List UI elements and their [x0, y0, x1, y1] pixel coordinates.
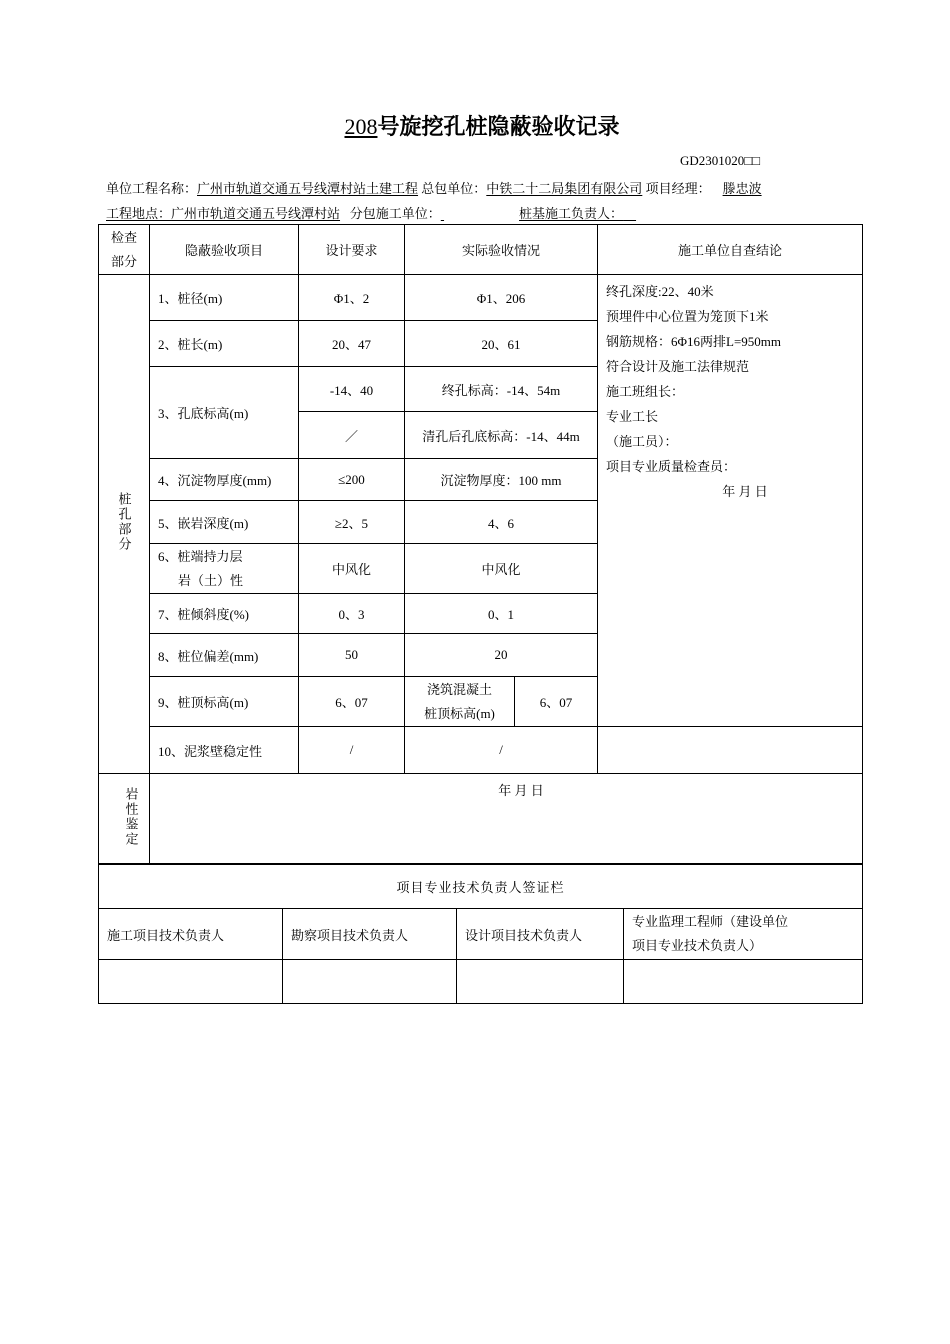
row-actual: 20、61 — [405, 321, 598, 367]
conclusion-line: 符合设计及施工法律规范 — [606, 359, 750, 374]
row-design: 中风化 — [299, 544, 405, 594]
row-actual: 0、1 — [405, 594, 598, 634]
row-actual-label: 浇筑混凝土 桩顶标高(m) — [405, 677, 515, 727]
header-part: 检查部分 — [99, 225, 150, 275]
row-item: 7、桩倾斜度(%) — [150, 594, 299, 634]
row-design: ≤200 — [299, 459, 405, 501]
sign-col-construction: 施工项目技术负责人 — [99, 909, 283, 960]
sign-blank[interactable] — [99, 960, 283, 1004]
row-design: 20、47 — [299, 321, 405, 367]
rock-content — [150, 774, 863, 864]
row-actual: 终孔标高：-14、54m — [405, 367, 598, 412]
row-item: 4、沉淀物厚度(mm) — [150, 459, 299, 501]
header-design: 设计要求 — [299, 225, 405, 275]
row-actual: 20 — [405, 634, 598, 677]
sign-blank[interactable] — [457, 960, 624, 1004]
self-check-conclusion — [598, 275, 863, 727]
unit-value: 广州市轨道交通五号线潭村站土建工程 — [197, 181, 419, 196]
row-actual: 6、07 — [515, 677, 598, 727]
gc-label: 总包单位： — [421, 181, 487, 196]
row-actual: 清孔后孔底标高：-14、44m — [405, 412, 598, 459]
rock-date: 年 月 日 — [498, 783, 544, 798]
row-item: 1、桩径(m) — [150, 275, 299, 321]
conclusion-line: 钢筋规格：6Φ16两排L=950mm — [606, 334, 781, 349]
sign-blank[interactable] — [283, 960, 457, 1004]
doc-code: GD2301020□□ — [680, 153, 760, 168]
empty-cell — [598, 727, 863, 774]
info-line-2 — [106, 203, 636, 222]
conclusion-line: 预埋件中心位置为笼顶下1米 — [606, 309, 769, 324]
sign-col-survey: 勘察项目技术负责人 — [283, 909, 457, 960]
unit-label: 单位工程名称： — [106, 181, 198, 196]
loc-label: 工程地点： — [106, 206, 172, 221]
row-item: 5、嵌岩深度(m) — [150, 501, 299, 544]
row-actual: 中风化 — [405, 544, 598, 594]
section-rock: 岩性鉴定 — [99, 774, 150, 864]
row-item: 10、泥浆壁稳定性 — [150, 727, 299, 774]
signature-table — [98, 864, 863, 1004]
row-design: ／ — [299, 412, 405, 459]
sign-col-design: 设计项目技术负责人 — [457, 909, 624, 960]
sign-col-supervisor: 专业监理工程师（建设单位 项目专业技术负责人） — [624, 909, 863, 960]
conclusion-line: （施工员）： — [606, 434, 678, 449]
gc-value: 中铁二十二局集团有限公司 — [486, 181, 643, 196]
title-text: 号旋挖孔桩隐蔽验收记录 — [377, 115, 620, 140]
row-design: 50 — [299, 634, 405, 677]
row-item: 9、桩顶标高(m) — [150, 677, 299, 727]
document-title — [0, 110, 950, 141]
conclusion-line: 项目专业质量检查员： — [606, 459, 737, 474]
row-item: 2、桩长(m) — [150, 321, 299, 367]
title-number: 208 — [344, 114, 378, 139]
row-item: 6、桩端持力层 岩（土）性 — [150, 544, 299, 594]
sign-title: 项目专业技术负责人签证栏 — [99, 865, 863, 909]
row-actual: / — [405, 727, 598, 774]
sub-label: 分包施工单位： — [349, 206, 441, 221]
conclusion-line: 终孔深度:22、40米 — [606, 284, 714, 299]
conclusion-date: 年 月 日 — [722, 484, 768, 499]
conclusion-line: 专业工长 — [606, 409, 659, 424]
row-actual: 沉淀物厚度：100 mm — [405, 459, 598, 501]
header-item: 隐蔽验收项目 — [150, 225, 299, 275]
row-actual: Φ1、206 — [405, 275, 598, 321]
header-actual: 实际验收情况 — [405, 225, 598, 275]
row-design: / — [299, 727, 405, 774]
info-line-1 — [106, 178, 774, 197]
pile-label: 桩基施工负责人： — [519, 206, 624, 221]
row-design: 0、3 — [299, 594, 405, 634]
inspection-table — [98, 224, 863, 864]
conclusion-line: 施工班组长： — [606, 384, 685, 399]
header-self-check: 施工单位自查结论 — [598, 225, 863, 275]
row-design: ≥2、5 — [299, 501, 405, 544]
row-actual: 4、6 — [405, 501, 598, 544]
row-design: 6、07 — [299, 677, 405, 727]
section-pile: 桩孔部分 — [99, 275, 150, 774]
row-item: 8、桩位偏差(mm) — [150, 634, 299, 677]
row-item: 3、孔底标高(m) — [150, 367, 299, 459]
row-design: -14、40 — [299, 367, 405, 412]
row-design: Φ1、2 — [299, 275, 405, 321]
pm-value: 滕忠波 — [722, 181, 762, 196]
loc-value: 广州市轨道交通五号线潭村站 — [171, 206, 341, 221]
sign-blank[interactable] — [624, 960, 863, 1004]
pm-label: 项目经理： — [645, 181, 711, 196]
